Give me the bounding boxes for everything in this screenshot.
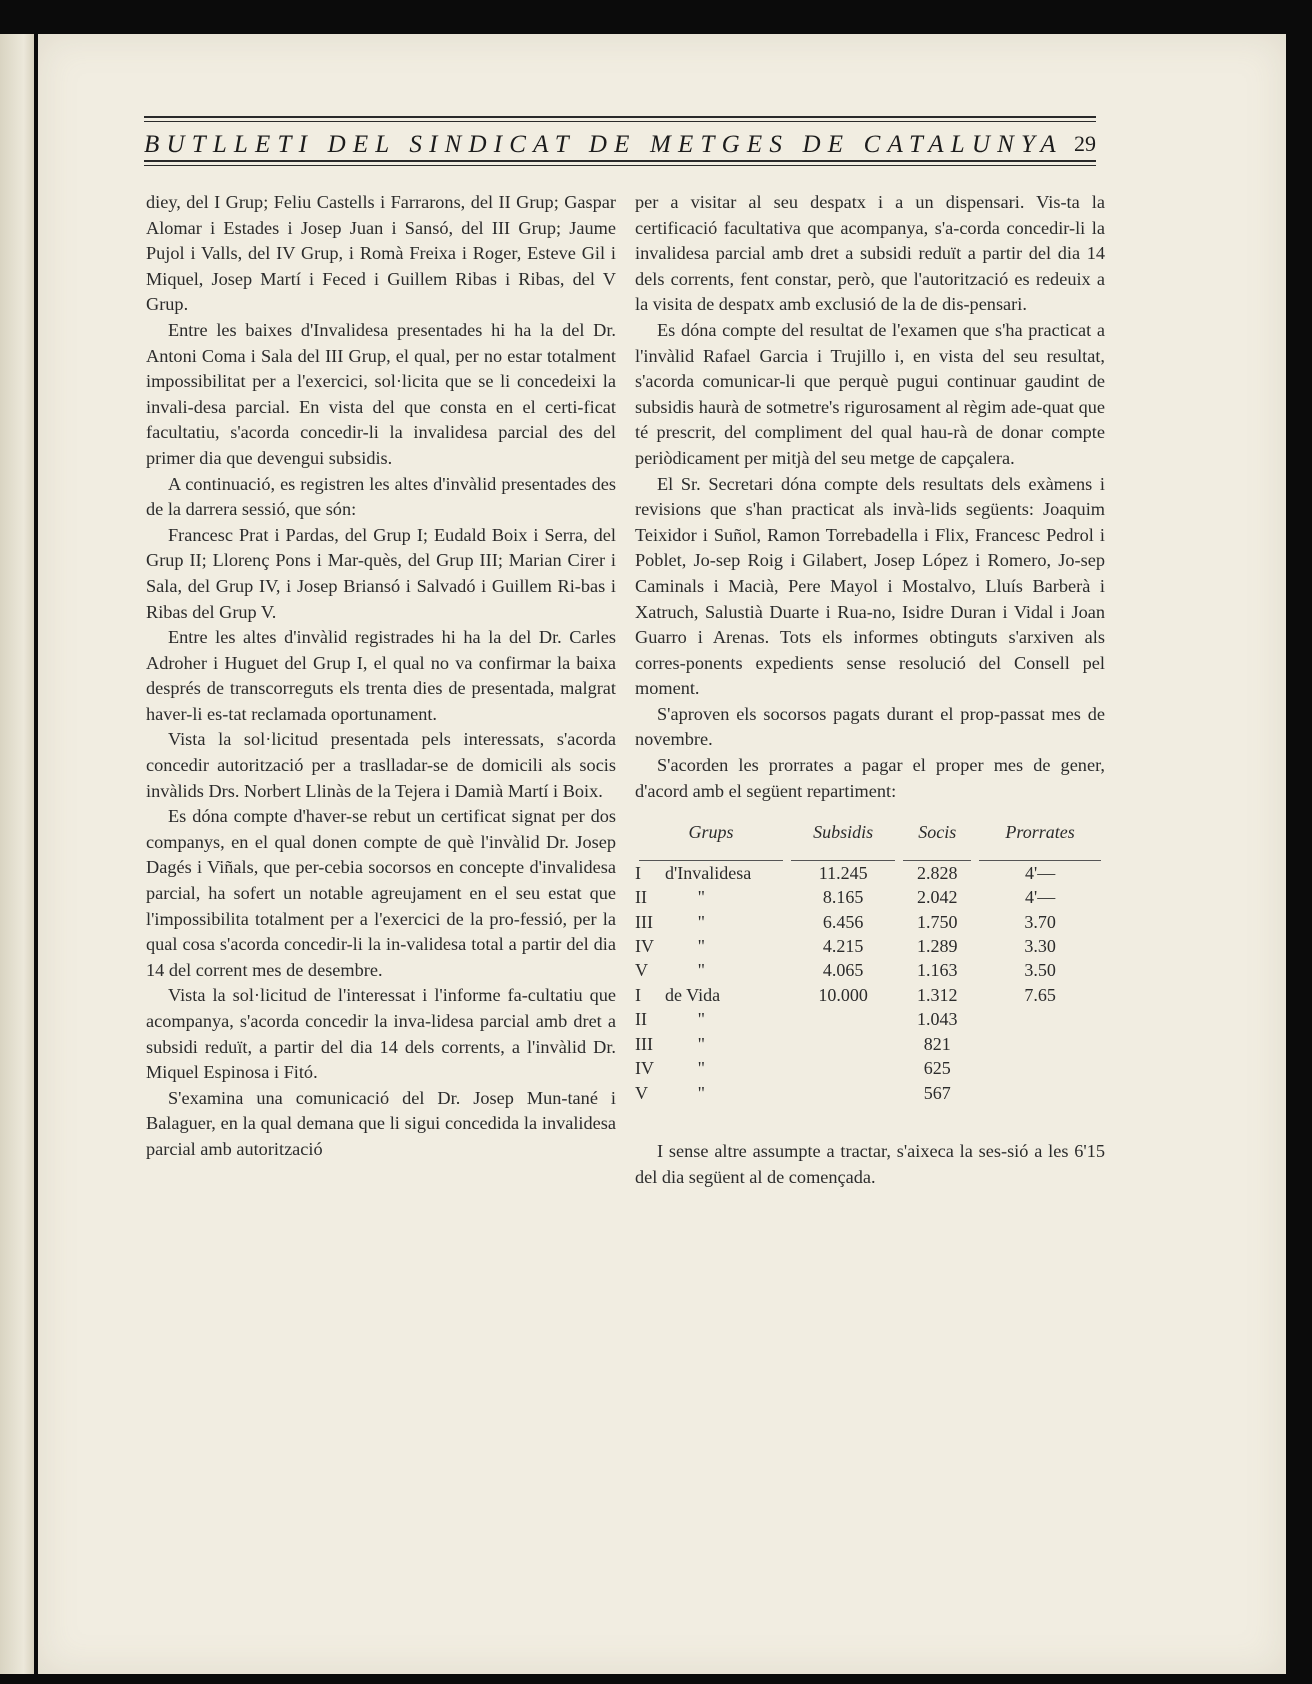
group-numeral: II	[635, 1009, 647, 1030]
header-subsidis: Subsidis	[813, 822, 874, 843]
paragraph: El Sr. Secretari dóna compte dels resultats dels exàmens i revisions que s'han practicat als invà-lids següents: Joaquim Teixidor i Suñol, Ramon Torrebadella i Flix, Francesc Pedrol i Poblet, Jo-sep Roig i Gilabert, Josep López i Romero, Jo-sep Caminals i Macià, Pere Mayol i Mostalvo, Lluís Barberà i Xatruch, Salustià Duarte i Rua-no, Isidre Duran i Vidal i Joan Guarro i Arenas. Tots els informes obtinguts s'arxiven als corres-ponents expedients sense resolució del Consell pel moment.	[635, 473, 1105, 699]
cell-grup	[635, 983, 787, 1007]
right-column	[635, 190, 1105, 1190]
cell-subsidis	[787, 1056, 899, 1080]
previous-page-edge	[0, 34, 34, 1674]
document-page	[38, 34, 1286, 1674]
cell-socis: 1.043	[917, 1009, 958, 1030]
table-row	[635, 983, 1105, 1007]
header-rule-bottom-thin	[144, 165, 1096, 166]
table-row	[635, 1032, 1105, 1056]
group-label: de Vida	[665, 984, 721, 1005]
cell-socis: 625	[923, 1058, 951, 1079]
header-grups: Grups	[688, 822, 734, 843]
table-row	[635, 1081, 1105, 1105]
table-row	[635, 885, 1105, 909]
cell-grup	[635, 958, 787, 982]
cell-prorrates: 3.50	[1024, 960, 1056, 981]
cell-subsidis: 6.456	[822, 911, 864, 932]
paragraph: Es dóna compte d'haver-se rebut un certificat signat per dos companys, en el qual donen compte de què l'invàlid Dr. Josep Dagés i Viñals, que per-cebia socorsos en concepte d'invalidesa parcial, ha sofert un notable agreujament en el seu estat que l'impossibilita totalment per a l'exercici de la pro-fessió, per la qual cosa s'acorda concedir-li la in-validesa total a partir del dia 14 del corrent mes de desembre.	[146, 806, 616, 980]
cell-prorrates	[975, 1007, 1105, 1031]
cell-socis: 1.312	[917, 984, 958, 1005]
group-numeral: III	[635, 911, 653, 932]
cell-subsidis: 11.245	[818, 862, 868, 883]
cell-socis: 567	[923, 1082, 951, 1103]
paragraph: S'examina una comunicació del Dr. Josep Mun-tané i Balaguer, en la qual demana que li sigui concedida la invalidesa parcial amb autorització	[146, 1087, 616, 1159]
journal-title: BUTLLETI DEL SINDICAT DE METGES DE CATALUNYA	[144, 131, 1063, 158]
paragraph: Es dóna compte del resultat de l'examen que s'ha practicat a l'invàlid Rafael Garcia i Trujillo i, en vista del seu resultat, s'acorda comunicar-li que perquè pugui continuar gaudint de subsidis haurà de sotmetre's rigurosament al règim ade-quat que té prescrit, del compliment del qual hau-rà de donar compte periòdicament per mitjà del seu metge de capçalera.	[635, 319, 1105, 468]
paragraph: S'acorden les prorrates a pagar el proper mes de gener, d'acord amb el següent repartiment:	[635, 755, 1105, 801]
paragraph: A continuació, es registren les altes d'invàlid presentades des de la darrera sessió, que són:	[146, 473, 616, 520]
ditto-mark: "	[697, 1058, 705, 1079]
table-header-row	[635, 820, 1105, 860]
header-socis: Socis	[918, 822, 957, 843]
group-numeral: V	[635, 960, 648, 981]
group-numeral: I	[635, 984, 641, 1005]
table-row	[635, 934, 1105, 958]
cell-subsidis: 8.165	[822, 887, 864, 908]
paragraph: Vista la sol·licitud de l'interessat i l'informe fa-cultatiu que acompanya, s'acorda concedir la inva-lidesa parcial amb dret a subsidi reduït, a partir del dia 14 dels corrents, a l'invàlid Dr. Miquel Espinosa i Fitó.	[146, 985, 616, 1083]
paragraph: Francesc Prat i Pardas, del Grup I; Eudald Boix i Serra, del Grup II; Llorenç Pons i Mar-quès, del Grup III; Marian Cirer i Sala, del Grup IV, i Josep Briansó i Salvadó i Guillem Ri-bas i Ribas del Grup V.	[146, 524, 616, 622]
cell-subsidis	[787, 1032, 899, 1056]
header-rule-top	[144, 116, 1096, 118]
cell-subsidis: 4.065	[822, 960, 864, 981]
group-label: d'Invalidesa	[665, 862, 752, 883]
ditto-mark: "	[697, 1009, 705, 1030]
prorrates-table	[635, 820, 1105, 1105]
cell-prorrates	[975, 1081, 1105, 1105]
cell-prorrates: 4'—	[1024, 862, 1056, 883]
cell-socis: 1.750	[917, 911, 958, 932]
cell-prorrates: 4'—	[1024, 887, 1056, 908]
table-row	[635, 958, 1105, 982]
cell-grup	[635, 934, 787, 958]
group-numeral: V	[635, 1082, 648, 1103]
ditto-mark: "	[697, 1033, 705, 1054]
paragraph: diey, del I Grup; Feliu Castells i Farrarons, del II Grup; Gaspar Alomar i Estades i Josep Juan i Sansó, del III Grup; Jaume Pujol i Valls, del IV Grup, i Romà Freixa i Roger, Esteve Gil i Miquel, Josep Martí i Feced i Guillem Ribas i Ribas, del V Grup.	[146, 192, 616, 315]
group-numeral: I	[635, 862, 641, 883]
ditto-mark: "	[697, 1082, 705, 1103]
left-column	[146, 190, 616, 1163]
group-numeral: II	[635, 887, 647, 908]
cell-grup	[635, 1007, 787, 1031]
cell-socis: 2.042	[917, 887, 958, 908]
table-row	[635, 1056, 1105, 1080]
cell-prorrates: 3.70	[1024, 911, 1056, 932]
ditto-mark: "	[697, 936, 705, 957]
header-prorrates: Prorrates	[1005, 822, 1075, 843]
ditto-mark: "	[697, 887, 705, 908]
cell-subsidis	[787, 1081, 899, 1105]
cell-subsidis	[787, 1007, 899, 1031]
table-row	[635, 861, 1105, 885]
paragraph: Vista la sol·licitud presentada pels interessats, s'acorda concedir autorització per a traslladar-se de domicili als socis invàlids Drs. Norbert Llinàs de la Tejera i Damià Martí i Boix.	[146, 729, 616, 801]
cell-prorrates	[975, 1032, 1105, 1056]
group-numeral: III	[635, 1033, 653, 1054]
ditto-mark: "	[697, 960, 705, 981]
cell-socis: 1.163	[917, 960, 958, 981]
page-number: 29	[1074, 131, 1096, 156]
cell-grup	[635, 1081, 787, 1105]
cell-grup	[635, 1032, 787, 1056]
header-rule-bottom	[144, 160, 1096, 162]
group-numeral: IV	[635, 1058, 654, 1079]
cell-subsidis: 4.215	[822, 936, 864, 957]
group-numeral: IV	[635, 936, 654, 957]
running-header	[144, 116, 1096, 168]
cell-socis: 1.289	[917, 936, 958, 957]
table-row	[635, 910, 1105, 934]
ditto-mark: "	[697, 911, 705, 932]
header-rule-top-thin	[144, 121, 1096, 122]
closing-paragraph: I sense altre assumpte a tractar, s'aixeca la ses-sió a les 6'15 del dia següent al de començada.	[635, 1140, 1105, 1187]
table-row	[635, 1007, 1105, 1031]
cell-prorrates: 3.30	[1024, 936, 1056, 957]
paragraph: S'aproven els socorsos pagats durant el prop-passat mes de novembre.	[635, 703, 1105, 750]
cell-prorrates: 7.65	[1024, 984, 1056, 1005]
cell-grup	[635, 910, 787, 934]
cell-prorrates	[975, 1056, 1105, 1080]
paragraph: per a visitar al seu despatx i a un dispensari. Vis-ta la certificació facultativa que acompanya, s'a-corda concedir-li la invalidesa parcial amb dret a subsidi reduït a partir del dia 14 dels corrents, fent constar, però, que l'autorització es redeuix a la visita de despatx amb exclusió de la de dis-pensari.	[635, 192, 1105, 315]
paragraph: Entre les baixes d'Invalidesa presentades hi ha la del Dr. Antoni Coma i Sala del III Grup, el qual, per no estar totalment impossibilitat per a l'exercici, sol·licita que se li concedeixi la invali-desa parcial. En vista del que consta en el certi-ficat facultatiu, s'acorda concedir-li la invalidesa parcial des del primer dia que devengui subsidis.	[146, 319, 616, 468]
cell-grup	[635, 861, 787, 885]
cell-grup	[635, 885, 787, 909]
cell-socis: 2.828	[917, 862, 958, 883]
cell-subsidis: 10.000	[818, 984, 868, 1005]
cell-socis: 821	[923, 1033, 951, 1054]
cell-grup	[635, 1056, 787, 1080]
paragraph: Entre les altes d'invàlid registrades hi ha la del Dr. Carles Adroher i Huguet del Grup I, el qual no va confirmar la baixa després de transcorreguts els trenta dies de presentada, malgrat haver-li es-tat reclamada oportunament.	[146, 627, 616, 724]
